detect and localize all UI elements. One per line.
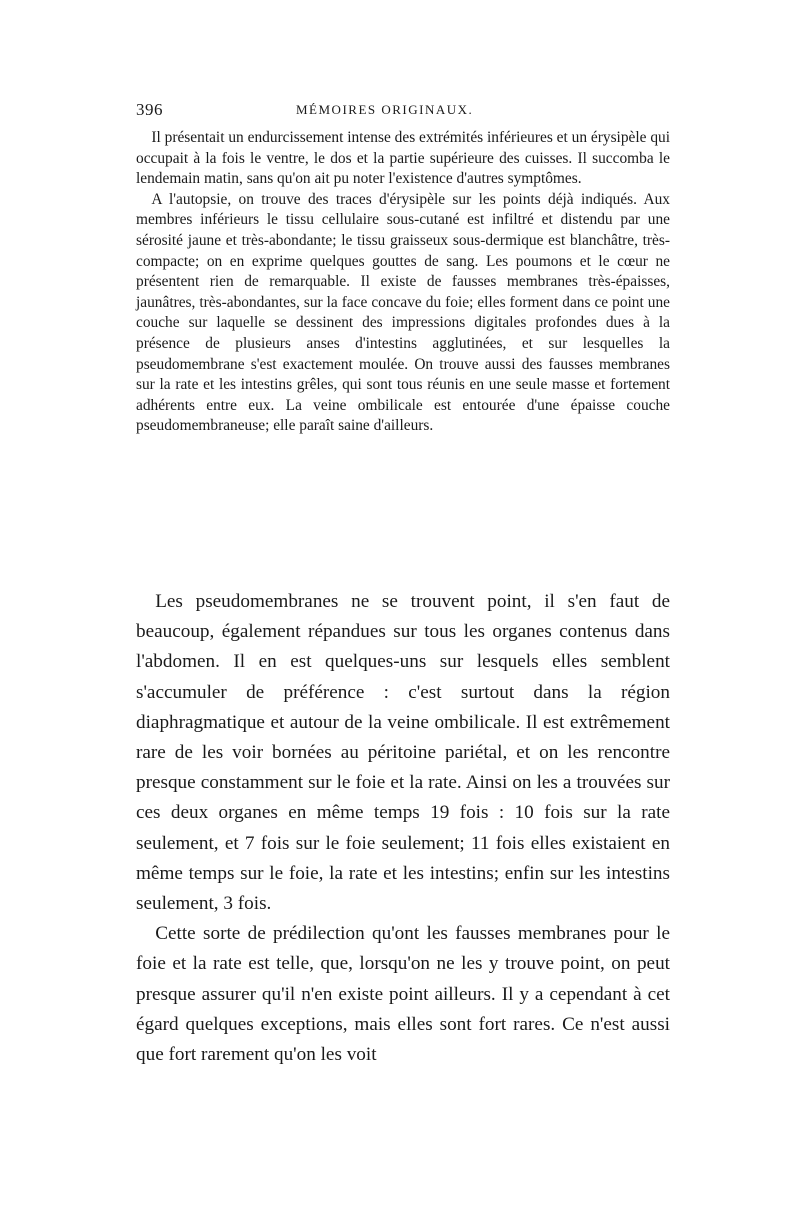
paragraph-autopsy: A l'autopsie, on trouve des traces d'érysipèle sur les points déjà indiqués. Aux membres inférieurs le tissu cellulaire sous-cutané est infiltré et distendu par une sérosité jaune et très-abondante; le tissu graisseux sous-dermique est blanchâtre, très-compacte; on en exprime quelques gouttes de sang. Les poumons et le cœur ne présentent rien de remarquable. Il existe de fausses membranes très-épaisses, jaunâtres, très-abondantes, sur la face concave du foie; elles forment dans ce point une couche sur laquelle se dessinent des impressions digitales profondes dues à la présence de plusieurs anses d'intestins agglutinées, et sur lesquelles la pseudomembrane s'est exactement moulée. On trouve aussi des fausses membranes sur la rate et les intestins grêles, qui sont tous réunis en une seule masse et fortement adhérents entre eux. La veine ombilicale est entourée d'une épaisse couche pseudomembraneuse; elle paraît saine d'ailleurs. <box>136 190 670 435</box>
paragraph-distribution: Les pseudomembranes ne se trouvent point, il s'en faut de beaucoup, également répandues sur tous les organes contenus dans l'abdomen. Il en est quelques-uns sur lesquels elles semblent s'accumuler de préférence : c'est surtout dans la région diaphragmatique et autour de la veine ombilicale. Il est extrêmement rare de les voir bornées au péritoine pariétal, et on les rencontre presque constamment sur le foie et la rate. Ainsi on les a trouvées sur ces deux organes en même temps 19 fois : 10 fois sur la rate seulement, et 7 fois sur le foie seulement; 11 fois elles existaient en même temps sur le foie, la rate et les intestins; enfin sur les intestins seulement, 3 fois. <box>136 591 670 915</box>
running-head <box>136 100 672 124</box>
paragraph-predilection: Cette sorte de prédilection qu'ont les fausses membranes pour le foie et la rate est telle, que, lorsqu'on ne les y trouve point, on peut presque assurer qu'il n'en existe point ailleurs. Il y a cependant à cet égard quelques exceptions, mais elles sont fort rares. Ce n'est aussi que fort rarement qu'on les voit <box>136 923 670 1066</box>
case-report-text <box>136 128 670 437</box>
running-title: MÉMOIRES ORIGINAUX. <box>296 102 474 117</box>
main-text <box>136 587 670 1070</box>
page-number: 396 <box>136 100 163 119</box>
paragraph-symptoms: Il présentait un endurcissement intense des extrémités inférieures et un érysipèle qui occupait à la fois le ventre, le dos et la partie supérieure des cuisses. Il succomba le lendemain matin, sans qu'on ait pu noter l'existence d'autres symptômes. <box>136 129 670 188</box>
